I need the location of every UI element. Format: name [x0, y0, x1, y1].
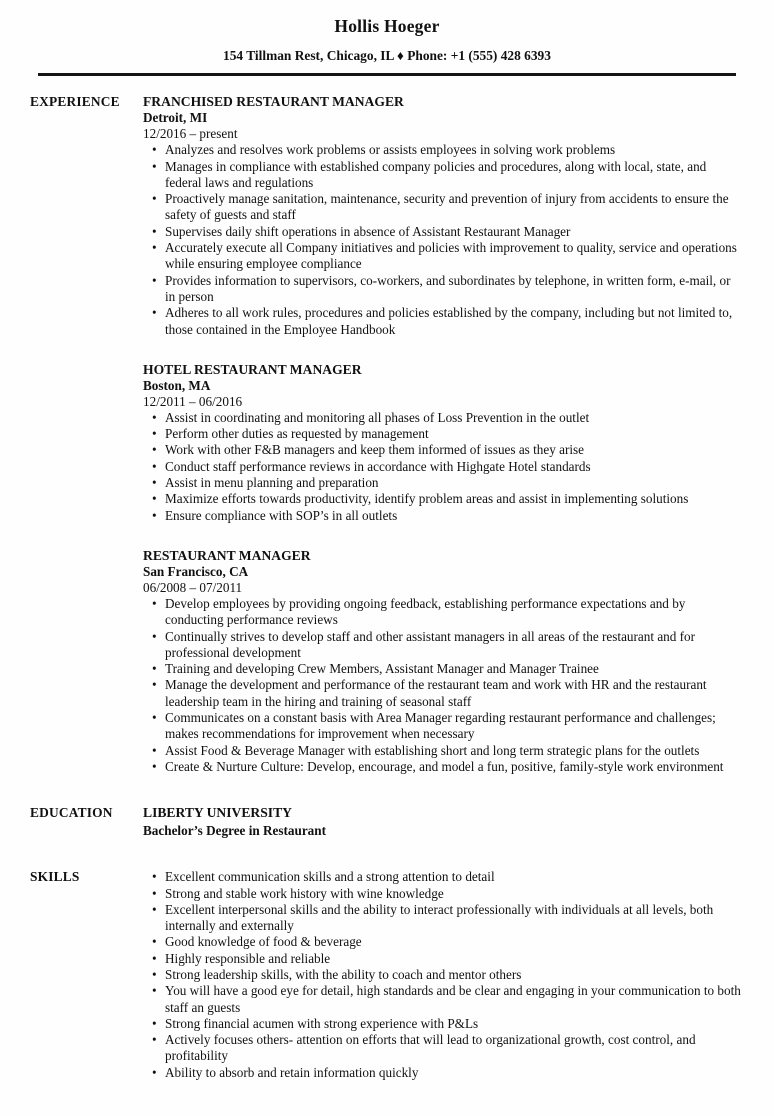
job-title: RESTAURANT MANAGER: [143, 547, 311, 563]
bullet-item: • Assist in menu planning and preparation: [165, 475, 744, 491]
skills-content: [143, 868, 744, 1081]
bullet-item: • Proactively manage sanitation, maintenance, security and prevention of injury from accidents to ensure the safety of guests and staff: [165, 191, 744, 224]
section-label-experience: EXPERIENCE: [30, 94, 120, 110]
bullet-item: • Supervises daily shift operations in absence of Assistant Restaurant Manager: [165, 224, 744, 240]
skill-item: • Actively focuses others- attention on efforts that will lead to organizational growth, cost control, and profitability: [165, 1032, 744, 1065]
resume-header: [30, 16, 744, 76]
skills-section: [30, 868, 744, 1081]
education-school: LIBERTY UNIVERSITY: [143, 805, 292, 821]
bullet-item: • Manage the development and performance of the restaurant team and work with HR and the restaurant leadership team in the hiring and training of seasonal staff: [165, 677, 744, 710]
bullet-item: • Analyzes and resolves work problems or assists employees in solving work problems: [165, 142, 744, 158]
job-location: Boston, MA: [143, 377, 211, 393]
skills-list: [143, 869, 744, 1081]
bullet-item: • Conduct staff performance reviews in accordance with Highgate Hotel standards: [165, 459, 744, 475]
education-content: [143, 804, 744, 839]
bullet-item: • Accurately execute all Company initiatives and policies with improvement to quality, service and operations while ensuring employee compliance: [165, 240, 744, 273]
skill-item: • Excellent interpersonal skills and the ability to interact professionally with individuals at all levels, both internally and externally: [165, 902, 744, 935]
bullet-item: • Work with other F&B managers and keep them informed of issues as they arise: [165, 442, 744, 458]
bullet-item: • Ensure compliance with SOP’s in all outlets: [165, 508, 744, 524]
job-entry: [143, 93, 744, 338]
job-dates: 12/2016 – present: [143, 126, 238, 142]
job-bullets-list: [143, 410, 744, 524]
section-label-skills: SKILLS: [30, 869, 80, 885]
header-divider: [38, 73, 736, 76]
job-bullets-list: [143, 596, 744, 775]
skill-item: • Excellent communication skills and a strong attention to detail: [165, 869, 744, 885]
bullet-item: • Training and developing Crew Members, Assistant Manager and Manager Trainee: [165, 661, 744, 677]
bullet-item: • Perform other duties as requested by management: [165, 426, 744, 442]
job-bullets-list: [143, 142, 744, 338]
skill-item: • Good knowledge of food & beverage: [165, 934, 744, 950]
job-entry: [143, 361, 744, 524]
experience-content: [143, 93, 744, 775]
bullet-item: • Manages in compliance with established company policies and procedures, along with local, state, and federal laws and regulations: [165, 159, 744, 192]
education-degree: Bachelor’s Degree in Restaurant: [143, 823, 326, 839]
bullet-item: • Assist Food & Beverage Manager with establishing short and long term strategic plans for the outlets: [165, 743, 744, 759]
bullet-item: • Continually strives to develop staff and other assistant managers in all areas of the restaurant and for professional development: [165, 629, 744, 662]
job-title: FRANCHISED RESTAURANT MANAGER: [143, 94, 404, 110]
skill-item: • Ability to absorb and retain information quickly: [165, 1065, 744, 1081]
job-dates: 06/2008 – 07/2011: [143, 579, 243, 595]
job-dates: 12/2011 – 06/2016: [143, 393, 243, 409]
job-entry: [143, 547, 744, 775]
job-location: Detroit, MI: [143, 110, 208, 126]
bullet-item: • Provides information to supervisors, co-workers, and subordinates by telephone, in written form, e-mail, or in person: [165, 273, 744, 306]
skill-item: • Highly responsible and reliable: [165, 951, 744, 967]
bullet-item: • Adheres to all work rules, procedures and policies established by the company, including but not limited to, those contained in the Employee Handbook: [165, 305, 744, 338]
candidate-name: Hollis Hoeger: [334, 16, 440, 36]
experience-section: [30, 93, 744, 775]
skill-item: • Strong leadership skills, with the ability to coach and mentor others: [165, 967, 744, 983]
bullet-item: • Create & Nurture Culture: Develop, encourage, and model a fun, positive, family-style work environment: [165, 759, 744, 775]
skill-item: • Strong financial acumen with strong experience with P&Ls: [165, 1016, 744, 1032]
skill-item: • You will have a good eye for detail, high standards and be clear and engaging in your communication to both staff an guests: [165, 983, 744, 1016]
bullet-item: • Communicates on a constant basis with Area Manager regarding restaurant performance and challenges; makes recommendations for improvement when necessary: [165, 710, 744, 743]
section-label-education: EDUCATION: [30, 805, 113, 821]
job-location: San Francisco, CA: [143, 563, 249, 579]
job-title: HOTEL RESTAURANT MANAGER: [143, 361, 362, 377]
bullet-item: • Develop employees by providing ongoing feedback, establishing performance expectations and by conducting performance reviews: [165, 596, 744, 629]
contact-line: 154 Tillman Rest, Chicago, IL ♦ Phone: +1 (555) 428 6393: [223, 48, 551, 63]
skill-item: • Strong and stable work history with wine knowledge: [165, 886, 744, 902]
bullet-item: • Assist in coordinating and monitoring all phases of Loss Prevention in the outlet: [165, 410, 744, 426]
bullet-item: • Maximize efforts towards productivity, identify problem areas and assist in implementing solutions: [165, 491, 744, 507]
education-section: [30, 804, 744, 839]
